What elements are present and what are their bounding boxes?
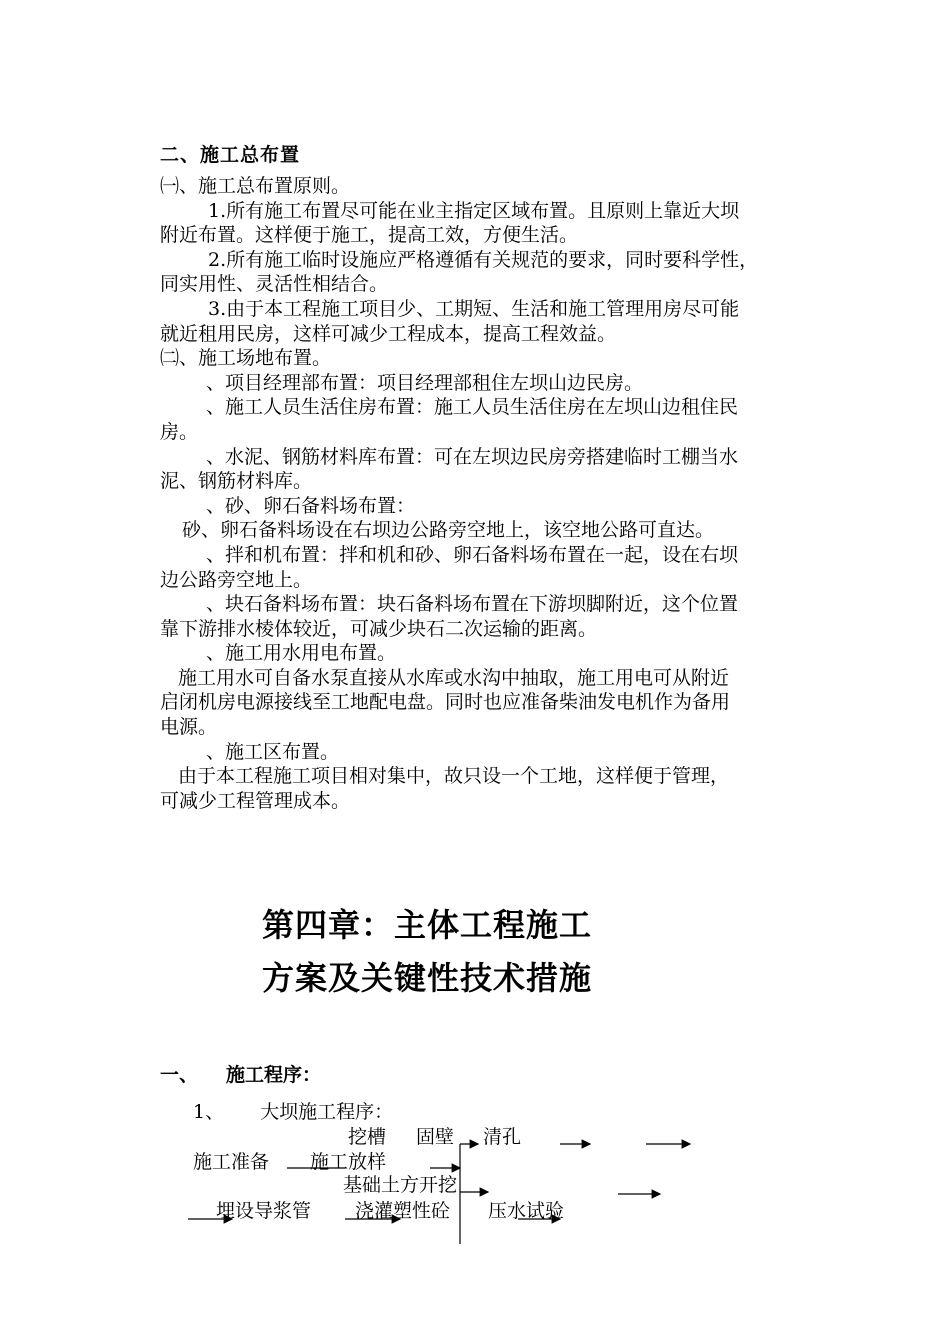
section-title: 二、施工总布置 [160,144,301,166]
paragraph-line: 、项目经理部布置：项目经理部租住左坝山边民房。 [206,371,644,394]
procedure-number: 1、 [193,1101,225,1123]
paragraph-line: 边公路旁空地上。 [160,568,313,591]
paragraph-line: 、砂、卵石备料场布置： [206,494,416,517]
chapter-title-line-1: 第四章：主体工程施工 [262,906,593,944]
paragraph-line: 、水泥、钢筋材料库布置：可在左坝边民房旁搭建临时工棚当水 [206,445,739,468]
paragraph-line: 同实用性、灵活性相结合。 [160,273,389,296]
flow-step-staking: 施工放样 [310,1151,387,1173]
paragraph-line: 附近布置。这样便于施工，提高工效，方便生活。 [160,224,579,247]
chapter-title-line-2: 方案及关键性技术措施 [262,959,593,997]
paragraph-line: 、拌和机布置：拌和机和砂、卵石备料场布置在一起，设在右坝 [206,543,739,566]
paragraph-line: 、施工用水用电布置。 [206,642,397,665]
paragraph-line: ㈠、施工总布置原则。 [160,175,351,197]
flow-step-plastic-concrete: 浇灌塑性砼 [355,1200,451,1222]
flow-step-water-test: 压水试验 [488,1200,565,1222]
paragraph-line: 泥、钢筋材料库。 [160,470,313,493]
paragraph-line: 施工用水可自备水泵直接从水库或水沟中抽取，施工用电可从附近 [178,666,730,689]
paragraph-line: 就近租用民房，这样可减少工程成本，提高工程效益。 [160,322,617,345]
paragraph-line: 1.所有施工布置尽可能在业主指定区域布置。且原则上靠近大坝 [208,199,740,222]
paragraph-line: 房。 [160,420,199,443]
paragraph-line: ㈡、施工场地布置。 [160,347,332,370]
paragraph-line: 靠下游排水棱体较近，可减少块石二次运输的距离。 [160,617,598,640]
paragraph-line: 、施工区布置。 [206,740,340,763]
flow-step-excavation: 基础土方开挖 [343,1174,458,1196]
paragraph-line: 、施工人员生活住房布置：施工人员生活住房在左坝山边租住民 [206,396,739,419]
paragraph-line: 启闭机房电源接线至工地配电盘。同时也应准备柴油发电机作为备用 [160,691,731,714]
flow-step-wacao: 挖槽 [348,1126,387,1148]
paragraph-line: 3.由于本工程施工项目少、工期短、生活和施工管理用房尽可能 [208,297,740,320]
flow-step-qingkong: 清孔 [483,1126,522,1148]
paragraph-line: 、块石备料场布置：块石备料场布置在下游坝脚附近，这个位置 [206,593,739,616]
paragraph-line: 电源。 [160,716,218,739]
paragraph-line: 由于本工程施工项目相对集中，故只设一个工地，这样便于管理， [178,765,730,788]
paragraph-line: 可减少工程管理成本。 [160,789,351,812]
flow-step-grout-pipe: 埋设导浆管 [216,1200,312,1222]
paragraph-line: 砂、卵石备料场设在右坝边公路旁空地上，该空地公路可直达。 [182,519,715,542]
paragraph-line: 2.所有施工临时设施应严格遵循有关规范的要求，同时要科学性， [208,248,759,271]
flow-step-preparation: 施工准备 [193,1151,270,1173]
flow-step-gubi: 固壁 [416,1126,455,1148]
subsection-number: 一、 [160,1064,199,1086]
subsection-title: 施工程序： [226,1064,322,1086]
procedure-title: 大坝施工程序： [260,1101,394,1123]
